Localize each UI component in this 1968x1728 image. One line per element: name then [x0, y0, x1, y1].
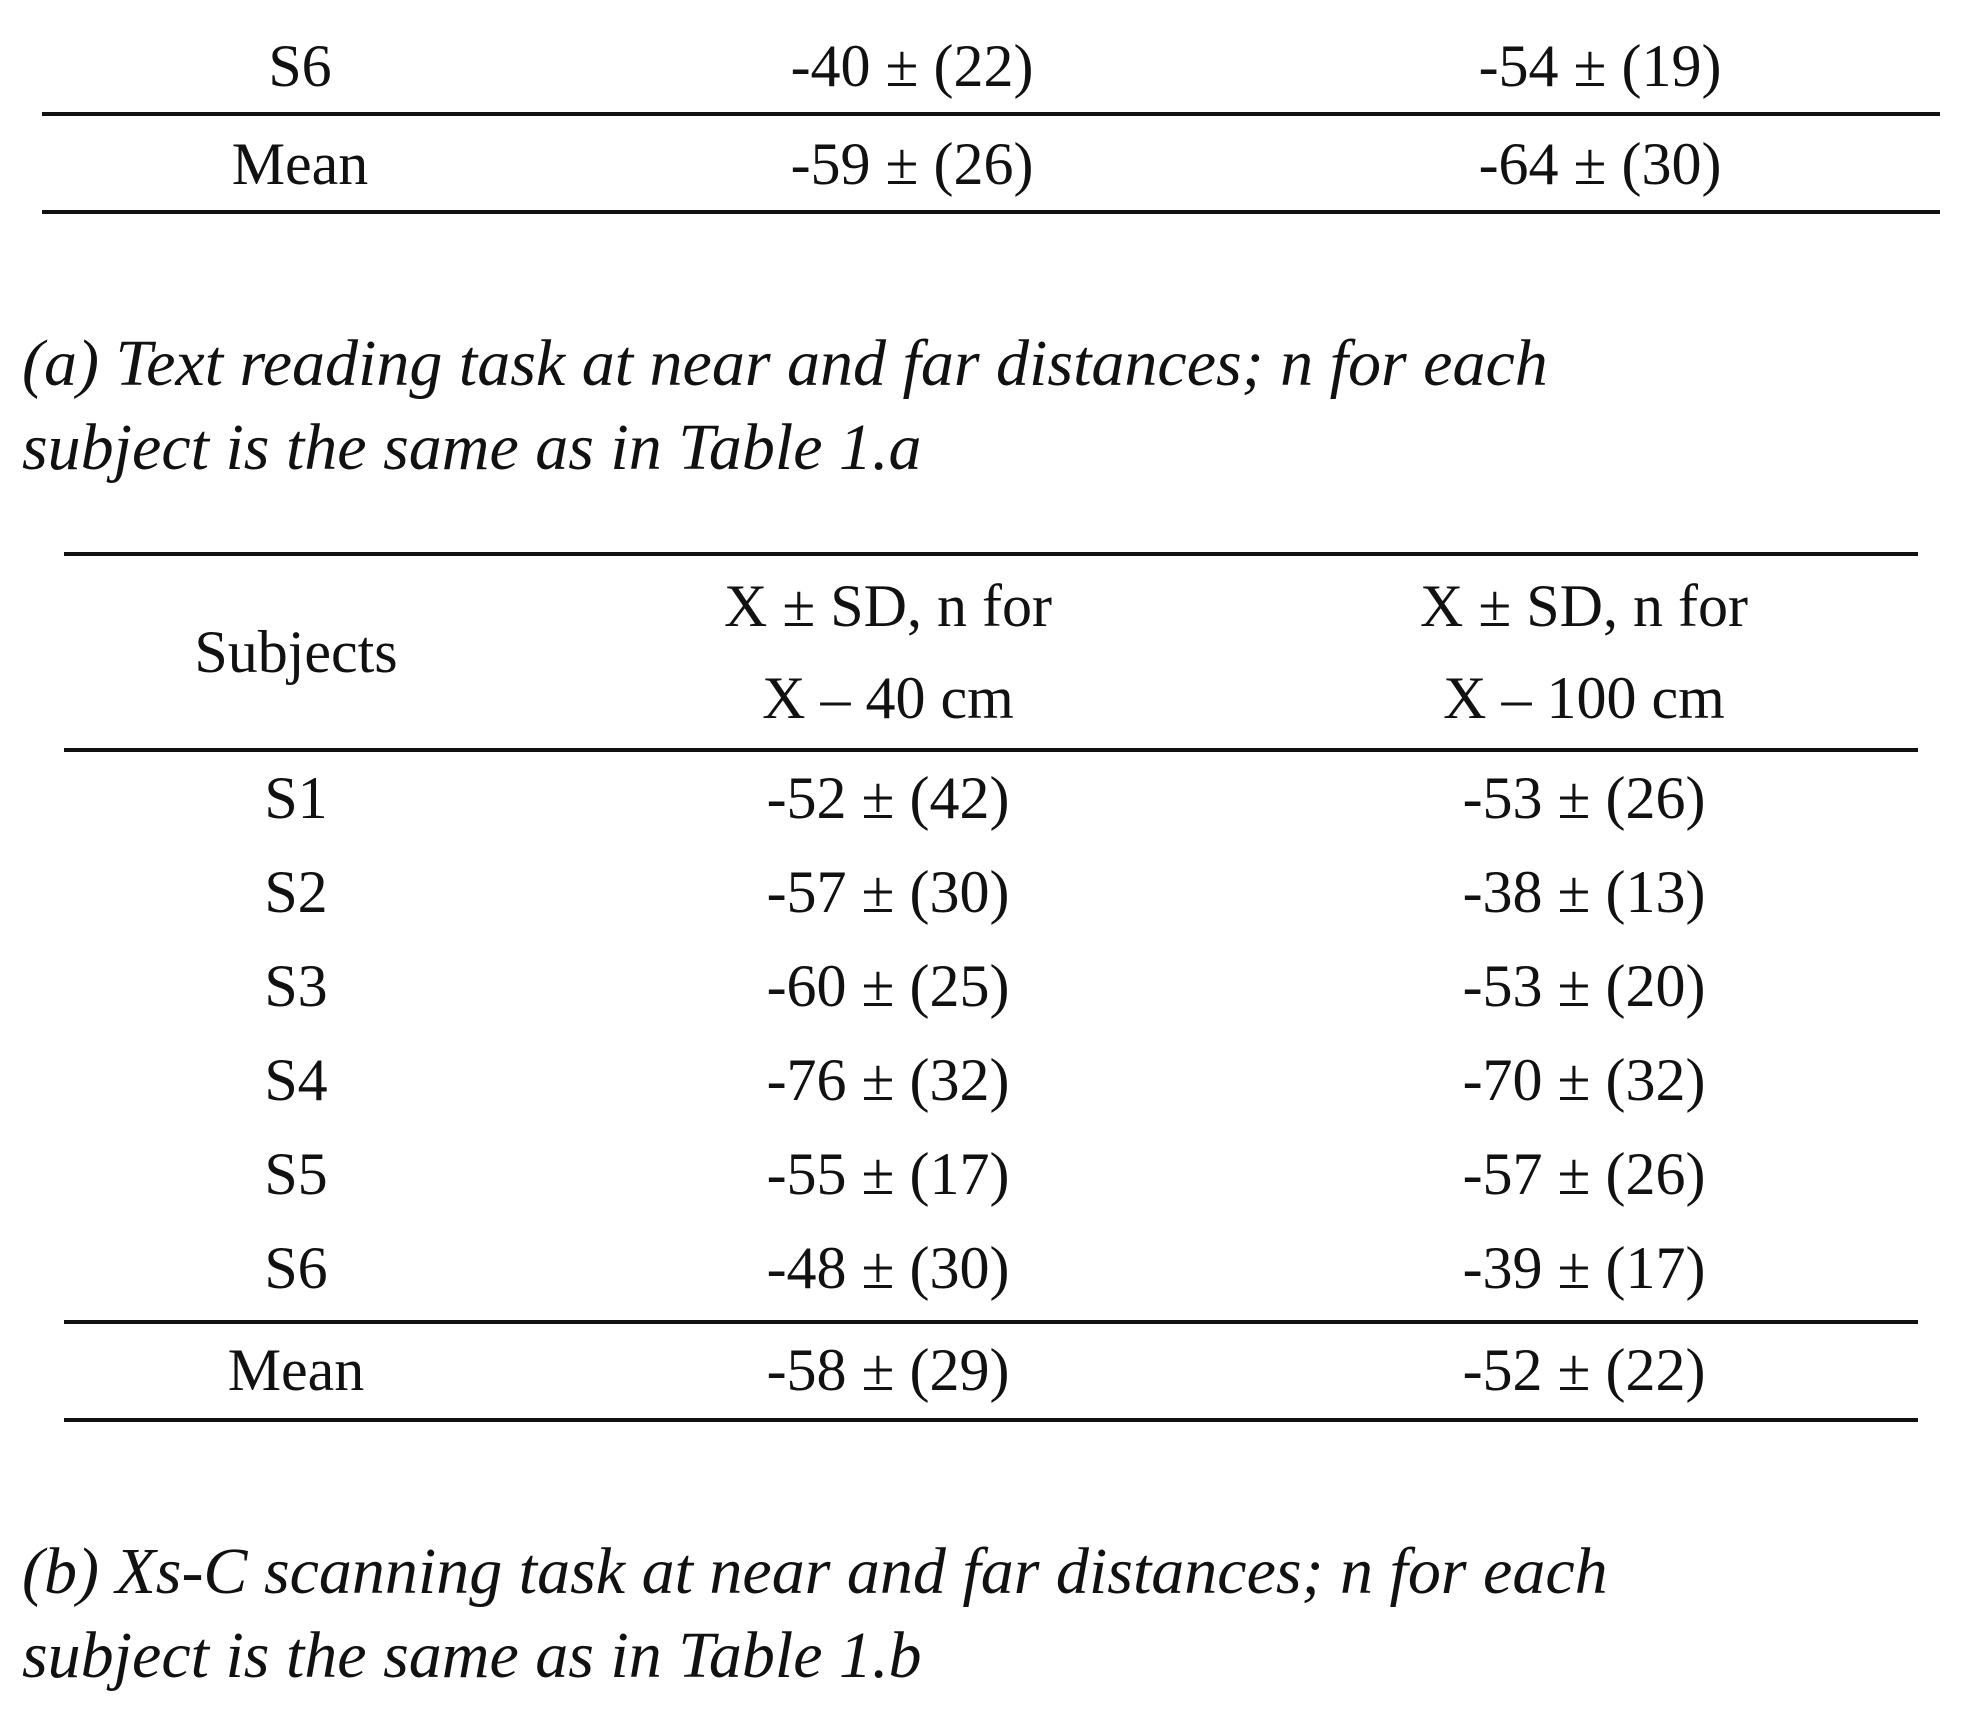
table-a-s6-far: -54 ± (19) — [1478, 33, 1722, 99]
table-b-header-far-line1: X ± SD, n for — [1420, 573, 1748, 639]
table-a-mean-label: Mean — [231, 131, 369, 197]
table-b-header-subjects: Subjects — [194, 619, 398, 685]
table-a-bottom-rule — [42, 210, 1940, 214]
table-b-bottom-rule — [64, 1418, 1918, 1422]
table-b-row-subject: S5 — [264, 1141, 328, 1207]
table-b-header-far-line2: X – 100 cm — [1443, 665, 1725, 731]
table-a-s6-near: -40 ± (22) — [790, 33, 1034, 99]
table-b-mean-label: Mean — [227, 1337, 365, 1403]
table-b-header-near-line2: X – 40 cm — [762, 665, 1014, 731]
table-b-header-rule — [64, 748, 1918, 752]
caption-a-line2: subject is the same as in Table 1.a — [22, 411, 922, 484]
table-b-row-far: -38 ± (13) — [1462, 859, 1706, 925]
table-b-row-far: -39 ± (17) — [1462, 1235, 1706, 1301]
table-b-header-near-line1: X ± SD, n for — [724, 573, 1052, 639]
table-b-row-near: -60 ± (25) — [766, 953, 1010, 1019]
caption-b-line1: (b) Xs-C scanning task at near and far distances; n for each — [22, 1535, 1608, 1608]
table-b-mean-near: -58 ± (29) — [766, 1337, 1010, 1403]
table-b-mean-far: -52 ± (22) — [1462, 1337, 1706, 1403]
table-b-row-subject: S6 — [264, 1235, 328, 1301]
caption-a-line1: (a) Text reading task at near and far distances; n for each — [22, 327, 1548, 400]
table-a-s6-subject: S6 — [268, 33, 332, 99]
table-b-row-far: -70 ± (32) — [1462, 1047, 1706, 1113]
table-b-mean-rule — [64, 1320, 1918, 1324]
table-a-mean-near: -59 ± (26) — [790, 131, 1034, 197]
caption-b-line2: subject is the same as in Table 1.b — [22, 1619, 922, 1692]
table-b-row-near: -55 ± (17) — [766, 1141, 1010, 1207]
table-b-row-near: -76 ± (32) — [766, 1047, 1010, 1113]
table-b-top-rule — [64, 552, 1918, 556]
table-b-row-near: -57 ± (30) — [766, 859, 1010, 925]
table-b-row-far: -53 ± (20) — [1462, 953, 1706, 1019]
table-b-row-subject: S3 — [264, 953, 328, 1019]
table-b-row-subject: S1 — [264, 765, 328, 831]
table-b-row-subject: S2 — [264, 859, 328, 925]
table-b-row-near: -52 ± (42) — [766, 765, 1010, 831]
table-a-mean-far: -64 ± (30) — [1478, 131, 1722, 197]
table-b-row-far: -57 ± (26) — [1462, 1141, 1706, 1207]
table-b-row-subject: S4 — [264, 1047, 328, 1113]
table-b-row-far: -53 ± (26) — [1462, 765, 1706, 831]
table-b-row-near: -48 ± (30) — [766, 1235, 1010, 1301]
table-a-divider — [42, 112, 1940, 116]
